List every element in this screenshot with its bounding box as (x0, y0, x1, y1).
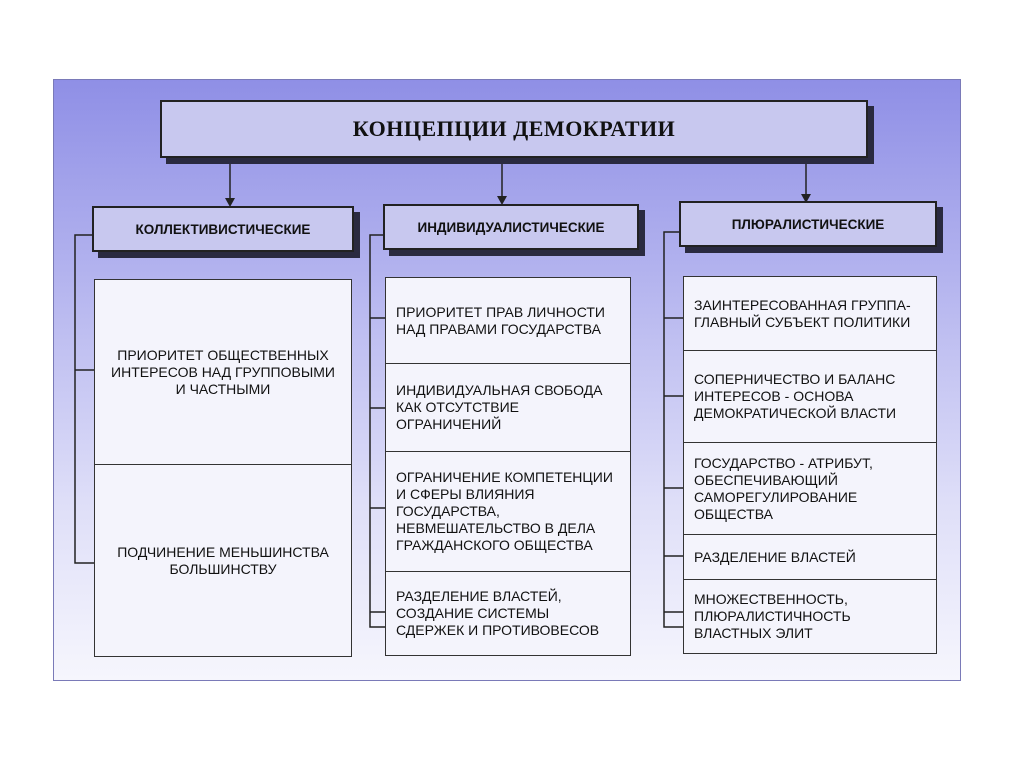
column-pluralist (683, 276, 937, 654)
category-header-collectivist: КОЛЛЕКТИВИСТИЧЕСКИЕ (92, 206, 354, 252)
list-item: РАЗДЕЛЕНИЕ ВЛАСТЕЙ (684, 534, 936, 579)
list-item: ГОСУДАРСТВО - АТРИБУТ, ОБЕСПЕЧИВАЮЩИЙ САМОРЕГУЛИРОВАНИЕ ОБЩЕСТВА (684, 442, 936, 534)
list-item: ПОДЧИНЕНИЕ МЕНЬШИНСТВА БОЛЬШИНСТВУ (95, 464, 351, 656)
list-item: МНОЖЕСТВЕННОСТЬ, ПЛЮРАЛИСТИЧНОСТЬ ВЛАСТНЫХ ЭЛИТ (684, 579, 936, 653)
list-item: ЗАИНТЕРЕСОВАННАЯ ГРУППА-ГЛАВНЫЙ СУБЪЕКТ ПОЛИТИКИ (694, 296, 911, 330)
category-header-pluralist: ПЛЮРАЛИСТИЧЕСКИЕ (679, 201, 937, 247)
list-item: СОПЕРНИЧЕСТВО И БАЛАНС ИНТЕРЕСОВ - ОСНОВА ДЕМОКРАТИЧЕСКОЙ ВЛАСТИ (684, 350, 936, 442)
list-item: ОГРАНИЧЕНИЕ КОМПЕТЕНЦИИ И СФЕРЫ ВЛИЯНИЯ ГОСУДАРСТВА, НЕВМЕШАТЕЛЬСТВО В ДЕЛА ГРАЖДАНСКОГО ОБЩЕСТВА (386, 451, 630, 571)
column-collectivist (94, 279, 352, 657)
diagram-title: КОНЦЕПЦИИ ДЕМОКРАТИИ (160, 100, 868, 158)
list-item: ИНДИВИДУАЛЬНАЯ СВОБОДА КАК ОТСУТСТВИЕ ОГРАНИЧЕНИЙ (386, 363, 630, 451)
list-item: ПРИОРИТЕТ ПРАВ ЛИЧНОСТИ НАД ПРАВАМИ ГОСУДАРСТВА (396, 303, 605, 337)
list-item: ПРИОРИТЕТ ОБЩЕСТВЕННЫХ ИНТЕРЕСОВ НАД ГРУППОВЫМИ И ЧАСТНЫМИ (111, 346, 335, 397)
column-individualist (385, 277, 631, 656)
list-item: РАЗДЕЛЕНИЕ ВЛАСТЕЙ, СОЗДАНИЕ СИСТЕМЫ СДЕРЖЕК И ПРОТИВОВЕСОВ (386, 571, 630, 655)
category-header-individualist: ИНДИВИДУАЛИСТИЧЕСКИЕ (383, 204, 639, 250)
